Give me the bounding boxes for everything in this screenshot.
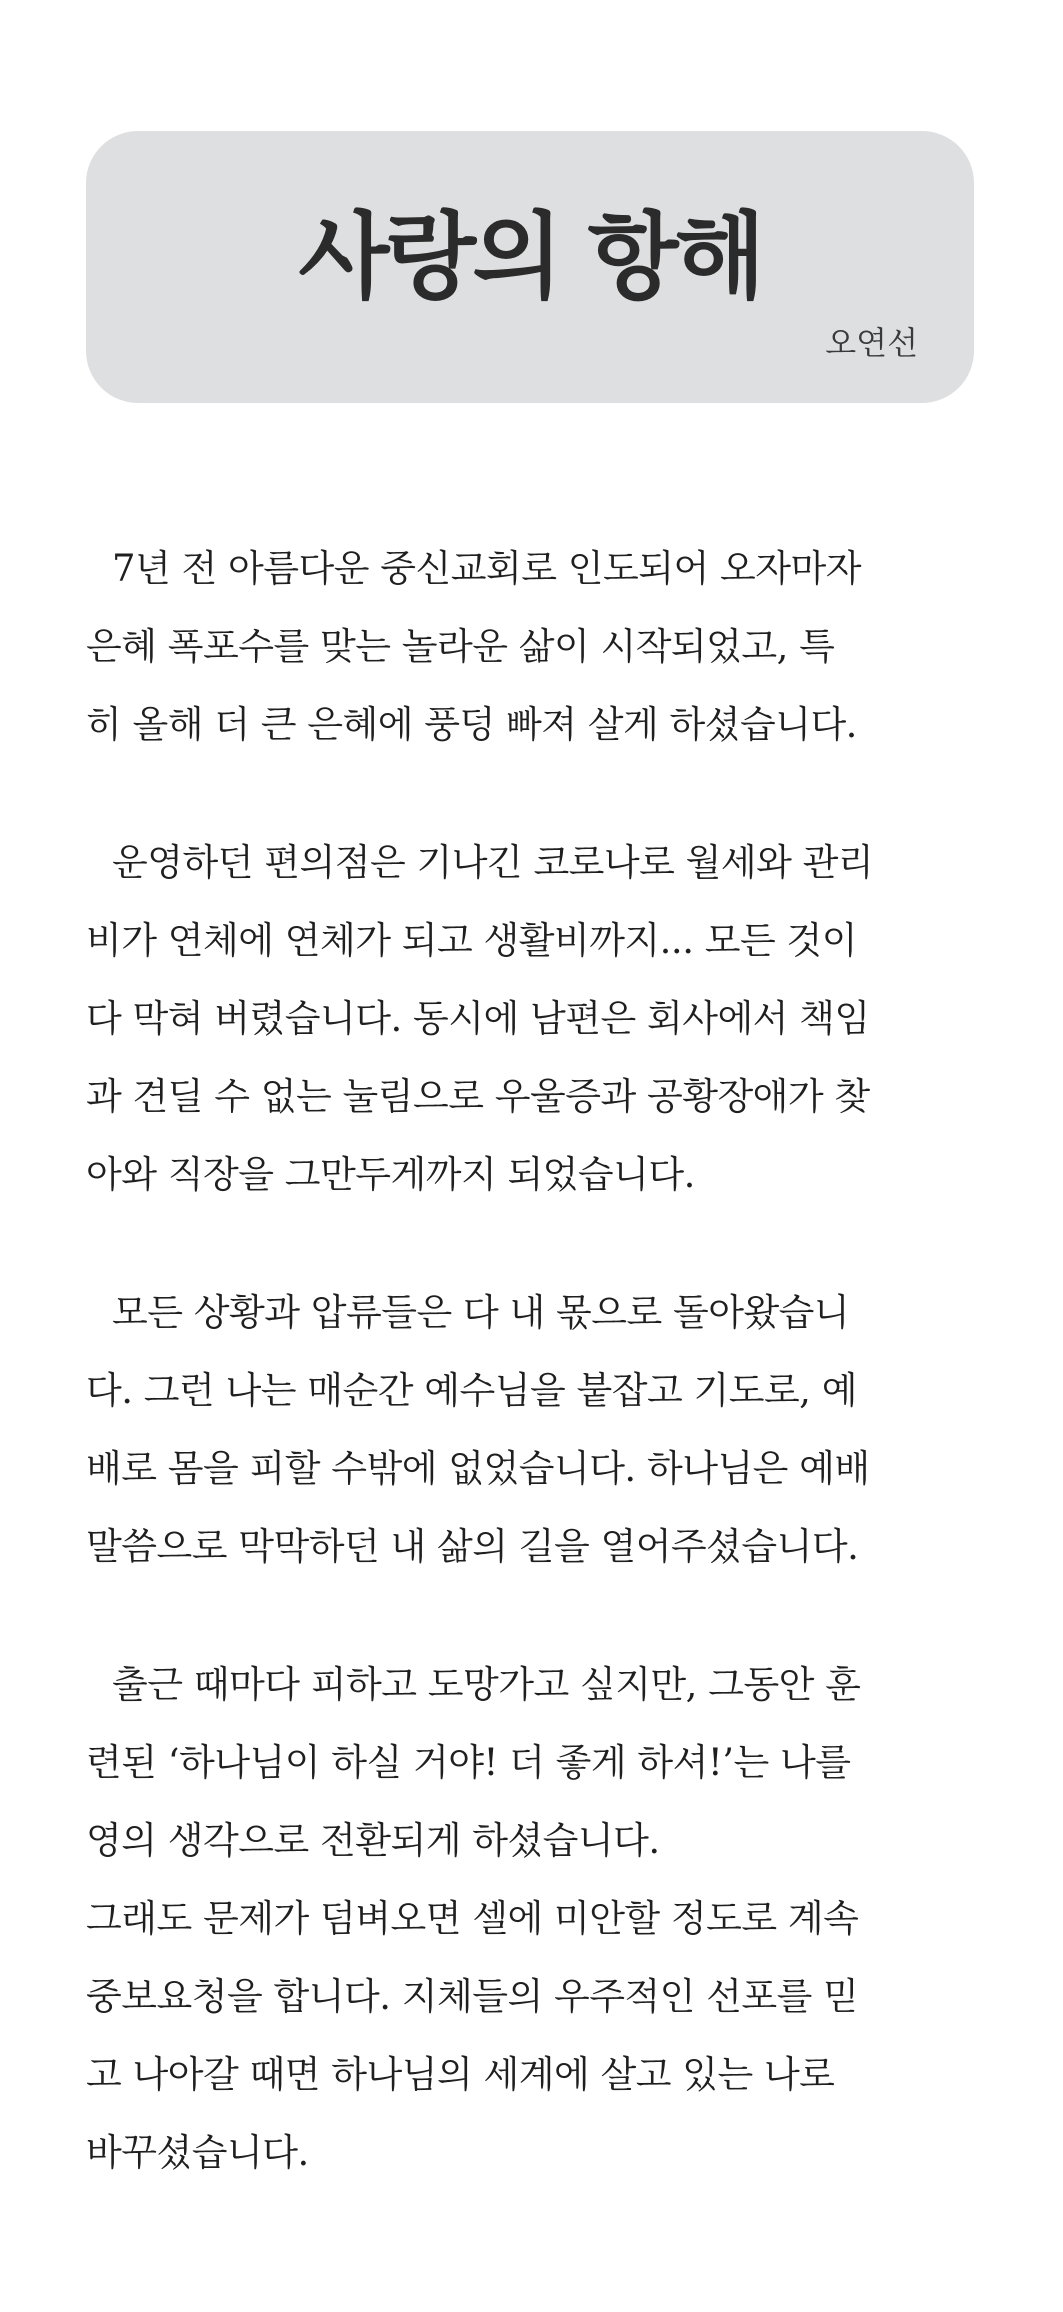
text-line: 고 나아갈 때면 하나님의 세계에 살고 있는 나로 (86, 2053, 835, 2096)
text-line: 그래도 문제가 덤벼오면 셀에 미안할 정도로 계속 (86, 1897, 859, 1940)
text-line: 다 막혀 버렸습니다. 동시에 남편은 회사에서 책임 (86, 997, 870, 1040)
text-line: 바꾸셨습니다. (86, 2131, 309, 2174)
paragraph-4 (86, 1646, 976, 2192)
text-line: 운영하던 편의점은 기나긴 코로나로 월세와 관리 (112, 841, 874, 884)
text-line: 말씀으로 막막하던 내 삶의 길을 열어주셨습니다. (86, 1525, 859, 1568)
paragraph-3 (86, 1274, 976, 1586)
author-name: 오연선 (825, 324, 918, 362)
text-line: 배로 몸을 피할 수밖에 없었습니다. 하나님은 예배 (86, 1447, 870, 1490)
text-line: 아와 직장을 그만두게까지 되었습니다. (86, 1153, 695, 1196)
text-line: 히 올해 더 큰 은혜에 풍덩 빠져 살게 하셨습니다. (86, 703, 857, 746)
paragraph-2 (86, 824, 976, 1214)
text-line: 은혜 폭포수를 맞는 놀라운 삶이 시작되었고, 특 (86, 625, 835, 668)
text-line: 모든 상황과 압류들은 다 내 몫으로 돌아왔습니 (112, 1291, 850, 1334)
article-body (86, 530, 976, 2252)
paragraph-1 (86, 530, 976, 764)
text-line: 출근 때마다 피하고 도망가고 싶지만, 그동안 훈 (112, 1663, 861, 1706)
text-line: 다. 그런 나는 매순간 예수님을 붙잡고 기도로, 예 (86, 1369, 857, 1412)
text-line: 영의 생각으로 전환되게 하셨습니다. (86, 1819, 660, 1862)
article-title: 사랑의 항해 (298, 203, 762, 312)
text-line: 중보요청을 합니다. 지체들의 우주적인 선포를 믿 (86, 1975, 859, 2018)
text-line: 비가 연체에 연체가 되고 생활비까지... 모든 것이 (86, 919, 857, 962)
text-line: 과 견딜 수 없는 눌림으로 우울증과 공황장애가 찾 (86, 1075, 870, 1118)
text-line: 7년 전 아름다운 중신교회로 인도되어 오자마자 (112, 547, 861, 590)
text-line: 련된 ‘하나님이 하실 거야! 더 좋게 하셔!’는 나를 (86, 1741, 851, 1784)
title-banner (86, 131, 974, 403)
